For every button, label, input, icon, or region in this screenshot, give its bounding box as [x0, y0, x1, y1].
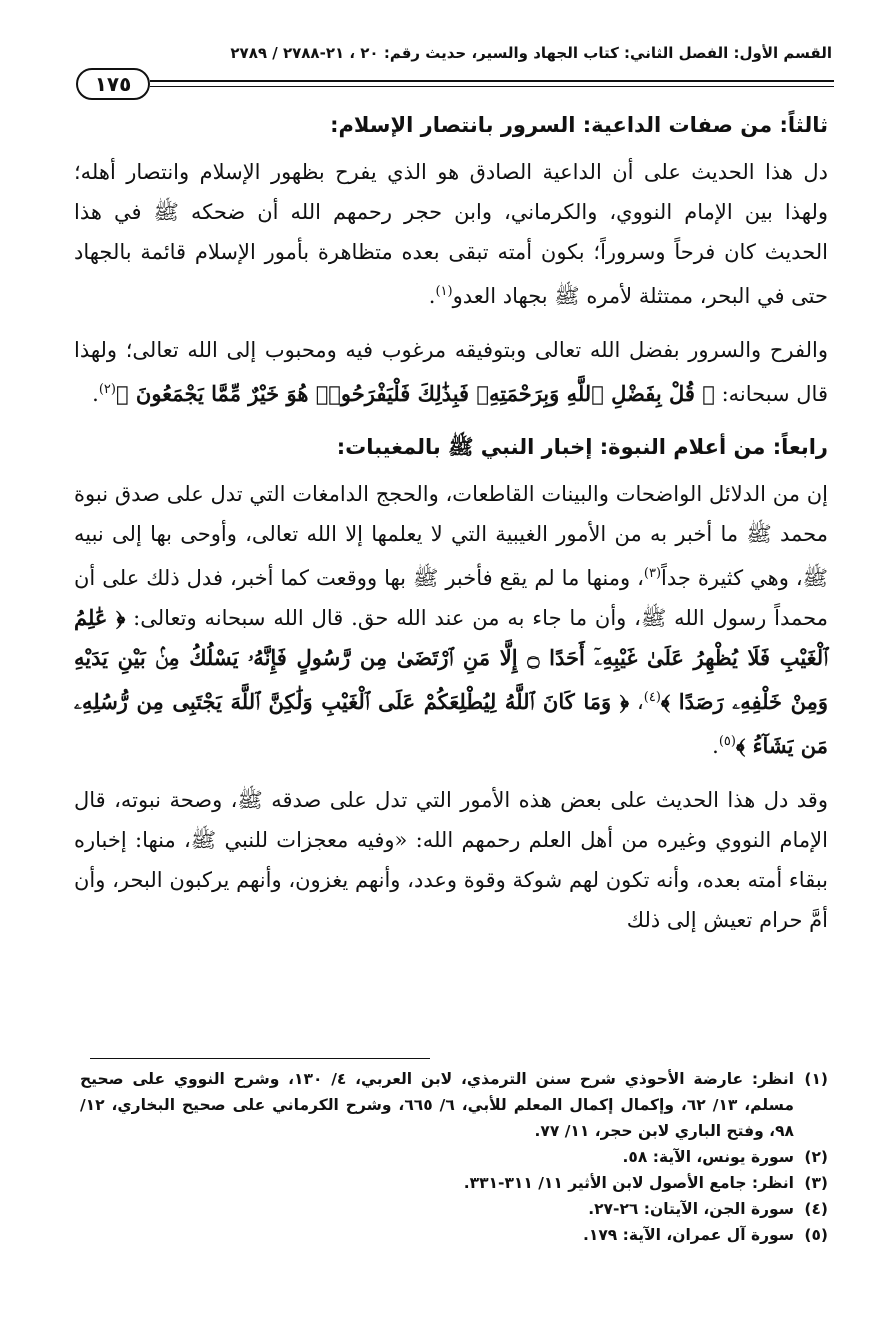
- punctuation: .: [428, 284, 436, 308]
- footnote-ref: (٢): [98, 382, 116, 397]
- running-header: القسم الأول: الفصل الثاني: كتاب الجهاد والسير، حديث رقم: ٢٠ ، ٢١-٢٧٨٨ / ٢٧٨٩: [230, 44, 832, 62]
- footnote: [80, 1196, 828, 1222]
- footnote: [80, 1144, 828, 1170]
- main-content: [74, 108, 828, 940]
- footnote-ref: (٥): [718, 734, 736, 749]
- paragraph: [74, 474, 828, 766]
- footnote-text: سورة آل عمران، الآية: ١٧٩.: [583, 1226, 794, 1244]
- quran-verse: ﴿ قُلْ بِفَضْلِ ٱللَّهِ وَبِرَحْمَتِهِۦ فَبِذَٰلِكَ فَلْيَفْرَحُوا۟ هُوَ خَيْرٌ مِّمَّا يَجْمَعُونَ ﴾: [115, 381, 715, 406]
- paragraph-text: إن من الدلائل الواضحات والبينات القاطعات، والحجج الدامغات التي تدل على صدق نبوة محمد ﷺ ما أخبر به من الأمور الغيبية التي لا يعلمها إلا الله تعالى، وأوحى بها إلى نبيه ﷺ، وهي كثيرة جداً: [74, 482, 828, 590]
- paragraph-text: دل هذا الحديث على أن الداعية الصادق هو الذي يفرح بظهور الإسلام وانتصار أهله؛ ولهذا بين الإمام النووي، والكرماني، وابن حجر رحمهم الله أن ضحكه ﷺ في هذا الحديث كان فرحاً وسروراً؛ بكون أمته تبقى بعده متظاهرة بأمور الإسلام قائمة بالجهاد حتى في البحر، ممتثلة لأمره ﷺ بجهاد العدو: [74, 160, 828, 308]
- footnote-ref: (١): [435, 284, 453, 299]
- paragraph-text: والفرح والسرور بفضل الله تعالى وبتوفيقه مرغوب فيه ومحبوب إلى الله تعالى؛ ولهذا قال سبحانه:: [74, 338, 828, 406]
- footnote-ref: (٣): [643, 566, 662, 581]
- footnote-text: انظر: جامع الأصول لابن الأثير ١١/ ٣١١-٣٣١.: [463, 1174, 794, 1192]
- footnote-text: سورة يونس، الآية: ٥٨.: [622, 1148, 794, 1166]
- footnote-number: (١): [804, 1070, 828, 1088]
- quran-verse: ﴿ وَمَا كَانَ ٱللَّهُ لِيُطْلِعَكُمْ عَلَى ٱلْغَيْبِ وَلَٰكِنَّ ٱللَّهَ يَجْتَبِى مِن رُّسُلِهِۦ مَن يَشَآءُ ﴾: [74, 689, 828, 758]
- page-number: ١٧٥: [76, 68, 150, 100]
- section-heading-3: ثالثاً: من صفات الداعية: السرور بانتصار الإسلام:: [330, 113, 828, 137]
- punctuation: ،: [636, 690, 644, 714]
- footnote: [80, 1170, 828, 1196]
- paragraph-text: وقد دل هذا الحديث على بعض هذه الأمور التي تدل على صدقه ﷺ، وصحة نبوته، قال الإمام النووي وغيره من أهل العلم رحمهم الله: «وفيه معجزات للنبي ﷺ، منها: إخباره ببقاء أمته بعده، وأنه تكون لهم شوكة وقوة وعدد، وأنهم يغزون، وأنهم يركبون البحر، وأن أمَّ حرام تعيش إلى ذلك: [74, 788, 828, 932]
- section-heading-4: رابعاً: من أعلام النبوة: إخبار النبي ﷺ بالمغيبات:: [336, 435, 828, 459]
- footnote-text: سورة الجن، الآيتان: ٢٦-٢٧.: [588, 1200, 794, 1218]
- quran-verse: ﴿ عَٰلِمُ ٱلْغَيْبِ فَلَا يُظْهِرُ عَلَىٰ غَيْبِهِۦٓ أَحَدًا ۝ إِلَّا مَنِ ٱرْتَضَىٰ مِن رَّسُولٍ فَإِنَّهُۥ يَسْلُكُ مِنۢ بَيْنِ يَدَيْهِ وَمِنْ خَلْفِهِۦ رَصَدًا ﴾: [74, 605, 828, 714]
- footnote-text: انظر: عارضة الأحوذي شرح سنن الترمذي، لابن العربي، ٤/ ١٣٠، وشرح النووي على صحيح مسلم، ١٣/ ٦٢، وإكمال إكمال المعلم للأبي، ٦/ ٦٦٥، وشرح الكرماني على صحيح البخاري، ١٢/ ٩٨، وفتح الباري لابن حجر، ١١/ ٧٧.: [80, 1070, 794, 1140]
- footnote: [80, 1066, 828, 1144]
- paragraph-text: ، ومنها ما لم يقع فأخبر ﷺ بها ووقعت كما أخبر، فدل ذلك على أن محمداً رسول الله ﷺ، وأن ما جاء به من عند الله حق. قال الله سبحانه وتعالى:: [74, 566, 828, 630]
- punctuation: .: [712, 734, 719, 758]
- paragraph: [74, 780, 828, 940]
- footnote-number: (٣): [804, 1174, 828, 1192]
- header-rule-thin: [150, 86, 834, 87]
- footnote-ref: (٤): [643, 690, 661, 705]
- footnote-number: (٢): [804, 1148, 828, 1166]
- footnote: [80, 1222, 828, 1248]
- paragraph: [74, 152, 828, 316]
- paragraph: [74, 330, 828, 414]
- footnotes: [80, 1066, 828, 1248]
- header-rule: [150, 80, 834, 82]
- footnote-number: (٤): [804, 1200, 828, 1218]
- footnote-separator: [90, 1058, 430, 1059]
- footnote-number: (٥): [804, 1226, 828, 1244]
- punctuation: .: [92, 382, 99, 406]
